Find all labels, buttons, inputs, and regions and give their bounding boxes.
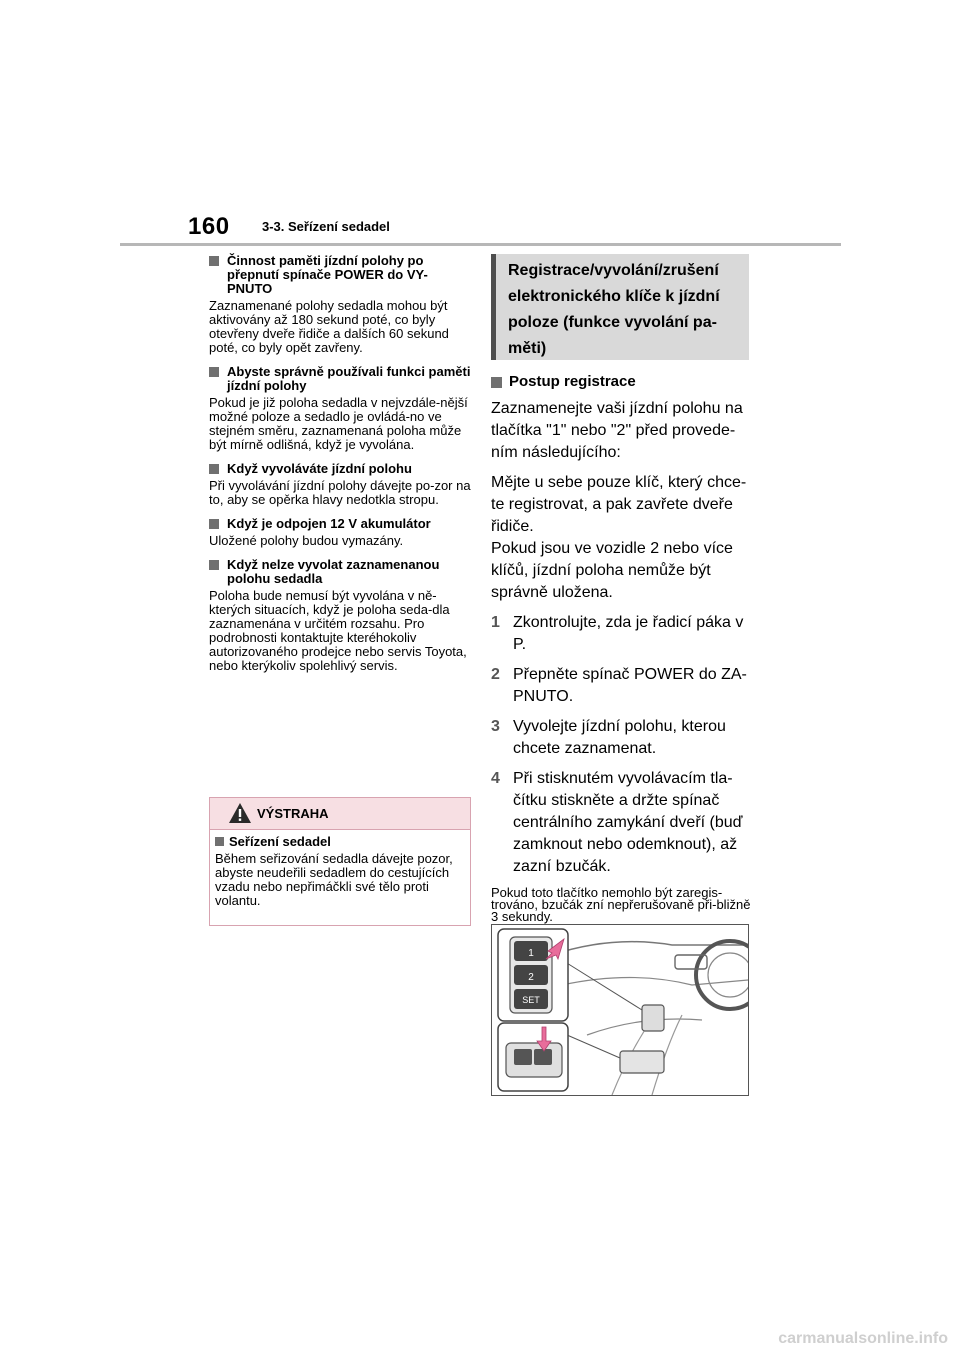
subheading: Činnost paměti jízdní polohy po přepnutí spínače POWER do VY-PNUTO xyxy=(209,254,471,296)
warning-text: Během seřizování sedadla dávejte pozor, abyste neudeřili sedadlem do cestujících vzadu nebo nepřimáčkli své tělo proti volantu. xyxy=(215,851,453,908)
memory-button-2-label: 2 xyxy=(528,972,534,983)
paragraph: Zaznamenejte vaši jízdní polohu na tlačítka "1" nebo "2" před provede-ním následujícího: xyxy=(491,400,743,461)
paragraph: Uložené polohy budou vymazány. xyxy=(209,533,404,548)
paragraph: Zaznamenané polohy sedadla mohou být aktivovány až 180 sekund poté, co byly otevřeny dveře řidiče a dalších 60 sekund poté, co byly opět zavřeny. xyxy=(209,298,449,355)
subheading: Když vyvoláváte jízdní polohu xyxy=(209,462,471,476)
section-box-title: Registrace/vyvolání/zrušení elektronického klíče k jízdní poloze (funkce vyvolání pa-měti) xyxy=(491,254,749,360)
paragraph: Pokud je již poloha sedadla v nejvzdále-nější možné poloze a sedadlo je ovládá-no ve stejném směru, zaznamenaná poloha může být mírně odlišná, když je vyvolána. xyxy=(209,395,468,452)
header-rule xyxy=(120,243,841,246)
left-column xyxy=(209,254,471,673)
section-title: 3-3. Seřízení sedadel xyxy=(262,219,390,234)
warning-triangle-icon xyxy=(228,802,252,824)
warning-subheading: Seřízení sedadel xyxy=(215,835,465,849)
warning-box xyxy=(209,797,471,926)
note-text: Pokud toto tlačítko nemohlo být zaregis-trováno, bzučák zní nepřerušovaně při-bližně 3 sekundy. xyxy=(491,885,751,924)
warning-header xyxy=(210,798,470,830)
illustration-svg xyxy=(492,925,748,1095)
page-number: 160 xyxy=(188,213,230,240)
step-item: 2 Přepněte spínač POWER do ZA-PNUTO. xyxy=(491,666,747,705)
square-bullet-icon xyxy=(209,519,219,529)
set-button-label: SET xyxy=(522,995,540,1005)
paragraph: Při vyvolávání jízdní polohy dávejte po-zor na to, aby se opěrka hlavy nedotkla stropu. xyxy=(209,478,471,507)
square-bullet-icon xyxy=(215,837,224,846)
paragraph: Pokud jsou ve vozidle 2 nebo více klíčů, jízdní poloha nemůže být správně uložena. xyxy=(491,540,733,601)
square-bullet-icon xyxy=(209,464,219,474)
memory-button-1-label: 1 xyxy=(528,948,534,959)
subheading: Postup registrace xyxy=(491,374,753,390)
subheading: Když nelze vyvolat zaznamenanou polohu sedadla xyxy=(209,558,471,586)
paragraph: Mějte u sebe pouze klíč, který chce-te registrovat, a pak zavřete dveře řidiče. xyxy=(491,474,747,535)
square-bullet-icon xyxy=(491,377,502,388)
square-bullet-icon xyxy=(209,560,219,570)
car-interior-illustration xyxy=(491,924,749,1096)
subheading: Když je odpojen 12 V akumulátor xyxy=(209,517,471,531)
right-column xyxy=(491,254,753,923)
warning-title: VÝSTRAHA xyxy=(257,806,329,821)
subheading: Abyste správně používali funkci paměti jízdní polohy xyxy=(209,365,471,393)
step-item: 3 Vyvolejte jízdní polohu, kterou chcete zaznamenat. xyxy=(491,718,726,757)
square-bullet-icon xyxy=(209,256,219,266)
step-item: 4 Při stisknutém vyvolávacím tla-čítku stiskněte a držte spínač centrálního zamykání dveří (buď zamknout nebo odemknout), až zazní bzučák. xyxy=(491,770,743,875)
watermark: carmanualsonline.info xyxy=(778,1330,948,1347)
step-item: 1 Zkontrolujte, zda je řadicí páka v P. xyxy=(491,614,744,653)
square-bullet-icon xyxy=(209,367,219,377)
paragraph: Poloha bude nemusí být vyvolána v ně-kterých situacích, když je poloha seda-dla zaznamenána v určitém rozsahu. Pro podrobnosti kontaktujte kteréhokoliv autorizovaného prodejce nebo servis Toyota, nebo kterýkoliv spolehlivý servis. xyxy=(209,588,467,673)
